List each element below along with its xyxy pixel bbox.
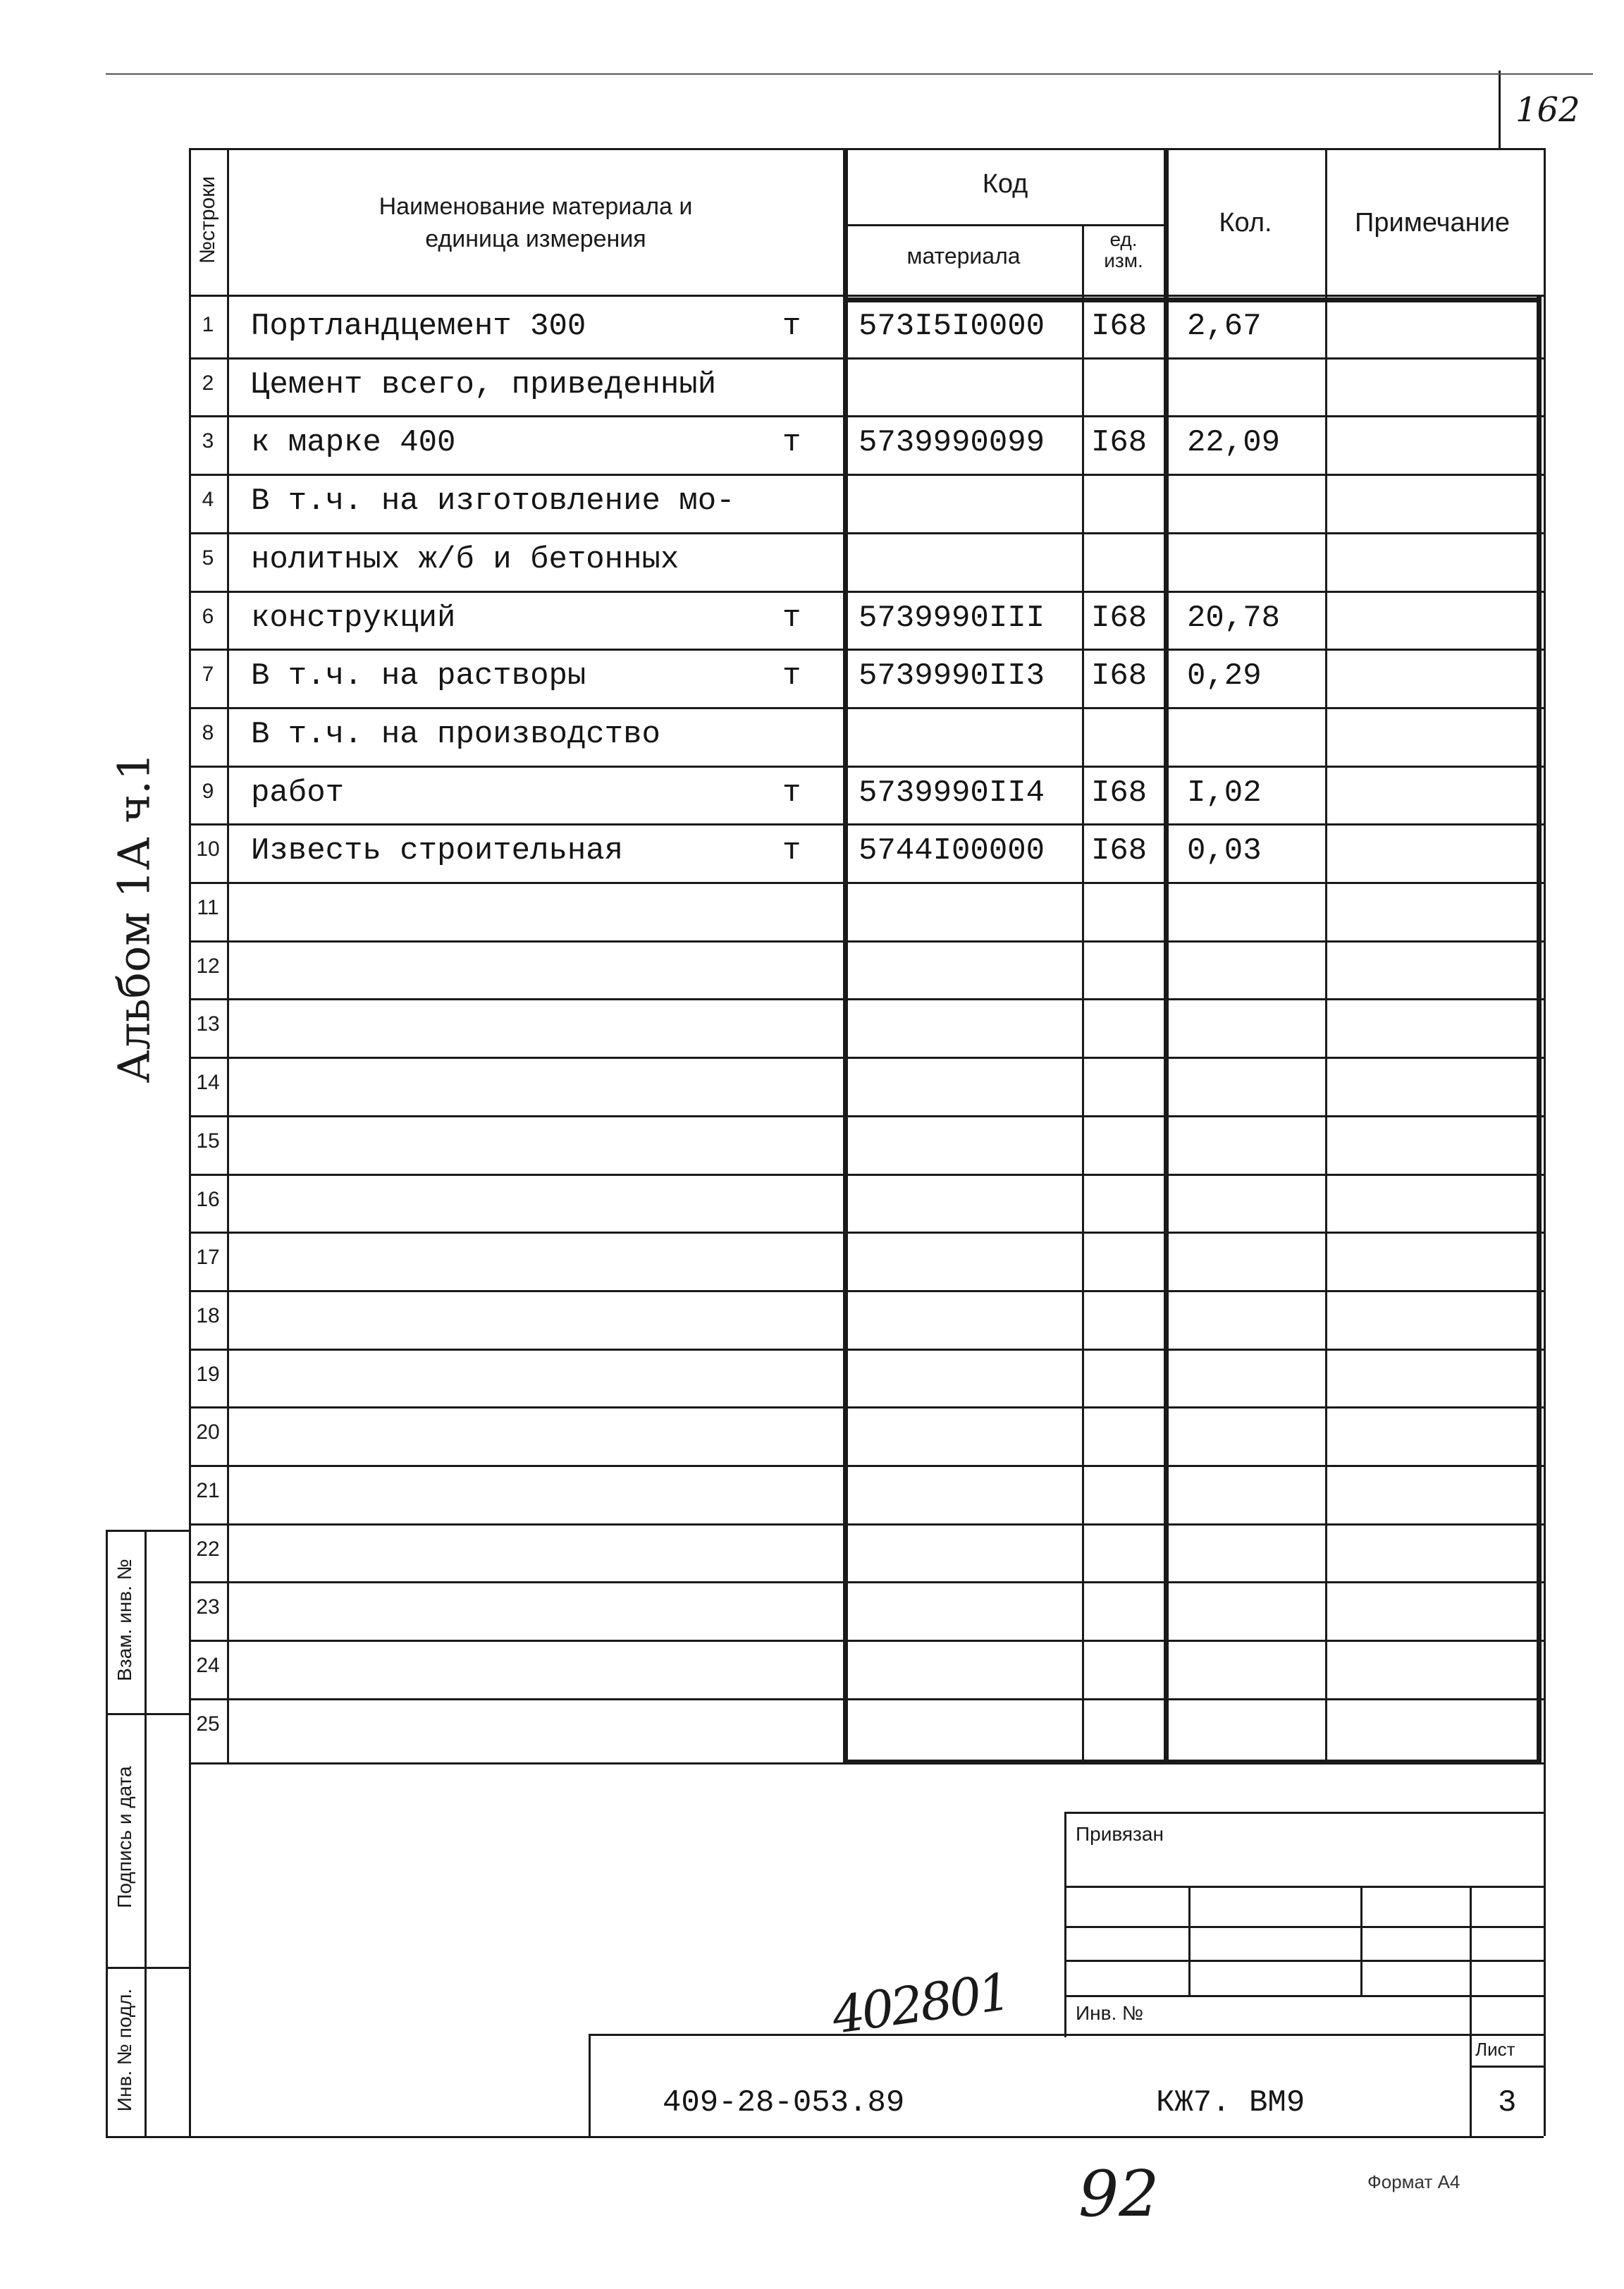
row-number: 10 xyxy=(196,837,220,861)
album-label: Альбом 1А ч.1 xyxy=(108,752,160,1084)
row-line xyxy=(189,1698,1546,1700)
row-line xyxy=(189,823,1546,826)
row-line xyxy=(189,1290,1546,1292)
sheet-number: 3 xyxy=(1498,2085,1517,2121)
header-material-name: Наименование материала и единица измерения xyxy=(379,193,693,252)
material-name: Портландцемент 300 xyxy=(251,309,586,344)
row-number: 1 xyxy=(202,313,214,336)
row-number: 4 xyxy=(202,488,214,511)
row-number: 15 xyxy=(196,1129,220,1153)
row-number: 20 xyxy=(196,1420,220,1444)
row-number: 11 xyxy=(197,896,219,919)
row-line xyxy=(189,1465,1546,1467)
unit-label: т xyxy=(782,658,801,694)
row-number: 5 xyxy=(202,546,214,570)
row-number: 9 xyxy=(202,780,214,803)
unit-code: I68 xyxy=(1091,775,1148,811)
row-line xyxy=(189,1115,1546,1117)
material-name: к марке 400 xyxy=(251,425,456,460)
list-label: Лист xyxy=(1475,2039,1515,2060)
row-line xyxy=(189,1349,1546,1351)
handwritten-number: 92 xyxy=(1078,2157,1159,2231)
vzam-inv-label: Взам. инв. № xyxy=(113,1559,135,1681)
unit-label: т xyxy=(782,425,801,460)
row-line xyxy=(189,1057,1546,1059)
inv-podl-label: Инв. № подл. xyxy=(113,1988,135,2112)
row-number: 14 xyxy=(196,1071,220,1094)
material-name: конструкций xyxy=(251,601,456,636)
material-code: 5739990099 xyxy=(859,425,1045,460)
unit-code: I68 xyxy=(1091,425,1148,460)
row-number: 7 xyxy=(202,663,214,686)
format-label: Формат А4 xyxy=(1367,2171,1460,2192)
header-row-number: №строки xyxy=(196,176,219,264)
material-name: Известь строительная xyxy=(251,833,624,869)
material-name: Цемент всего, приведенный xyxy=(251,367,717,403)
material-code: 5739990III xyxy=(859,601,1045,636)
header-bottom-border xyxy=(189,295,1546,297)
quantity: 20,78 xyxy=(1187,601,1281,636)
row-line xyxy=(189,882,1546,884)
document-code: 409-28-053.89 xyxy=(663,2085,905,2121)
unit-label: т xyxy=(782,601,801,636)
header-note: Примечание xyxy=(1355,208,1510,238)
material-name: В т.ч. на изготовление мо- xyxy=(251,484,735,519)
row-number: 3 xyxy=(202,429,214,453)
quantity: 0,29 xyxy=(1187,658,1262,694)
material-code: 5744I00000 xyxy=(859,833,1045,869)
row-number: 8 xyxy=(202,721,214,744)
quantity: 0,03 xyxy=(1187,833,1262,869)
row-line xyxy=(189,1232,1546,1234)
row-line xyxy=(189,591,1546,593)
header-code: Код xyxy=(982,169,1028,199)
material-name: работ xyxy=(251,775,345,811)
quantity: I,02 xyxy=(1187,775,1262,811)
row-line xyxy=(189,474,1546,476)
unit-code: I68 xyxy=(1091,309,1148,344)
material-name: В т.ч. на производство xyxy=(251,717,660,752)
row-number: 24 xyxy=(196,1654,220,1677)
row-line xyxy=(189,357,1546,360)
material-code: 573I5I0000 xyxy=(859,309,1045,344)
row-line xyxy=(189,1640,1546,1642)
row-line xyxy=(189,532,1546,534)
row-line xyxy=(189,1174,1546,1176)
row-line xyxy=(189,1406,1546,1409)
row-number: 21 xyxy=(196,1479,220,1502)
row-line xyxy=(189,649,1546,651)
row-line xyxy=(189,1581,1546,1583)
row-line xyxy=(189,1523,1546,1526)
row-number: 17 xyxy=(196,1246,220,1269)
unit-label: т xyxy=(782,775,801,811)
unit-code: I68 xyxy=(1091,658,1148,694)
row-line xyxy=(189,415,1546,417)
row-number: 19 xyxy=(196,1363,220,1386)
row-number: 6 xyxy=(202,605,214,628)
row-number: 12 xyxy=(196,955,220,978)
header-qty: Кол. xyxy=(1219,208,1272,238)
quantity: 22,09 xyxy=(1187,425,1281,460)
quantity: 2,67 xyxy=(1187,309,1262,344)
header-code-material: материала xyxy=(906,243,1021,269)
row-line xyxy=(189,940,1546,943)
header-code-unit: ед. изм. xyxy=(1104,228,1143,271)
unit-code: I68 xyxy=(1091,833,1148,869)
row-line xyxy=(189,998,1546,1000)
row-line xyxy=(189,766,1546,768)
unit-label: т xyxy=(782,833,801,869)
unit-code: I68 xyxy=(1091,601,1148,636)
signature-date-label: Подпись и дата xyxy=(113,1766,135,1908)
code-column-left-border xyxy=(843,148,848,1762)
row-number: 18 xyxy=(196,1304,220,1327)
row-number: 2 xyxy=(202,372,214,395)
unit-label: т xyxy=(782,309,801,344)
material-code: 5739990II4 xyxy=(859,775,1045,811)
row-number: 13 xyxy=(196,1012,220,1036)
row-number: 16 xyxy=(196,1188,220,1211)
row-number: 22 xyxy=(196,1538,220,1561)
signature: 402801 xyxy=(828,1961,1012,2046)
material-name: В т.ч. на растворы xyxy=(251,658,586,694)
row-number: 25 xyxy=(196,1712,220,1736)
row-number: 23 xyxy=(196,1595,220,1619)
inv-no-label: Инв. № xyxy=(1076,2002,1144,2024)
material-name: нолитных ж/б и бетонных xyxy=(251,542,679,577)
privyazan-label: Привязан xyxy=(1076,1823,1164,1845)
material-code: 5739990II3 xyxy=(859,658,1045,694)
document-mark: КЖ7. ВМ9 xyxy=(1156,2085,1305,2121)
row-line xyxy=(189,707,1546,709)
table-top-border xyxy=(189,148,1546,150)
page-number: 162 xyxy=(1515,90,1580,130)
